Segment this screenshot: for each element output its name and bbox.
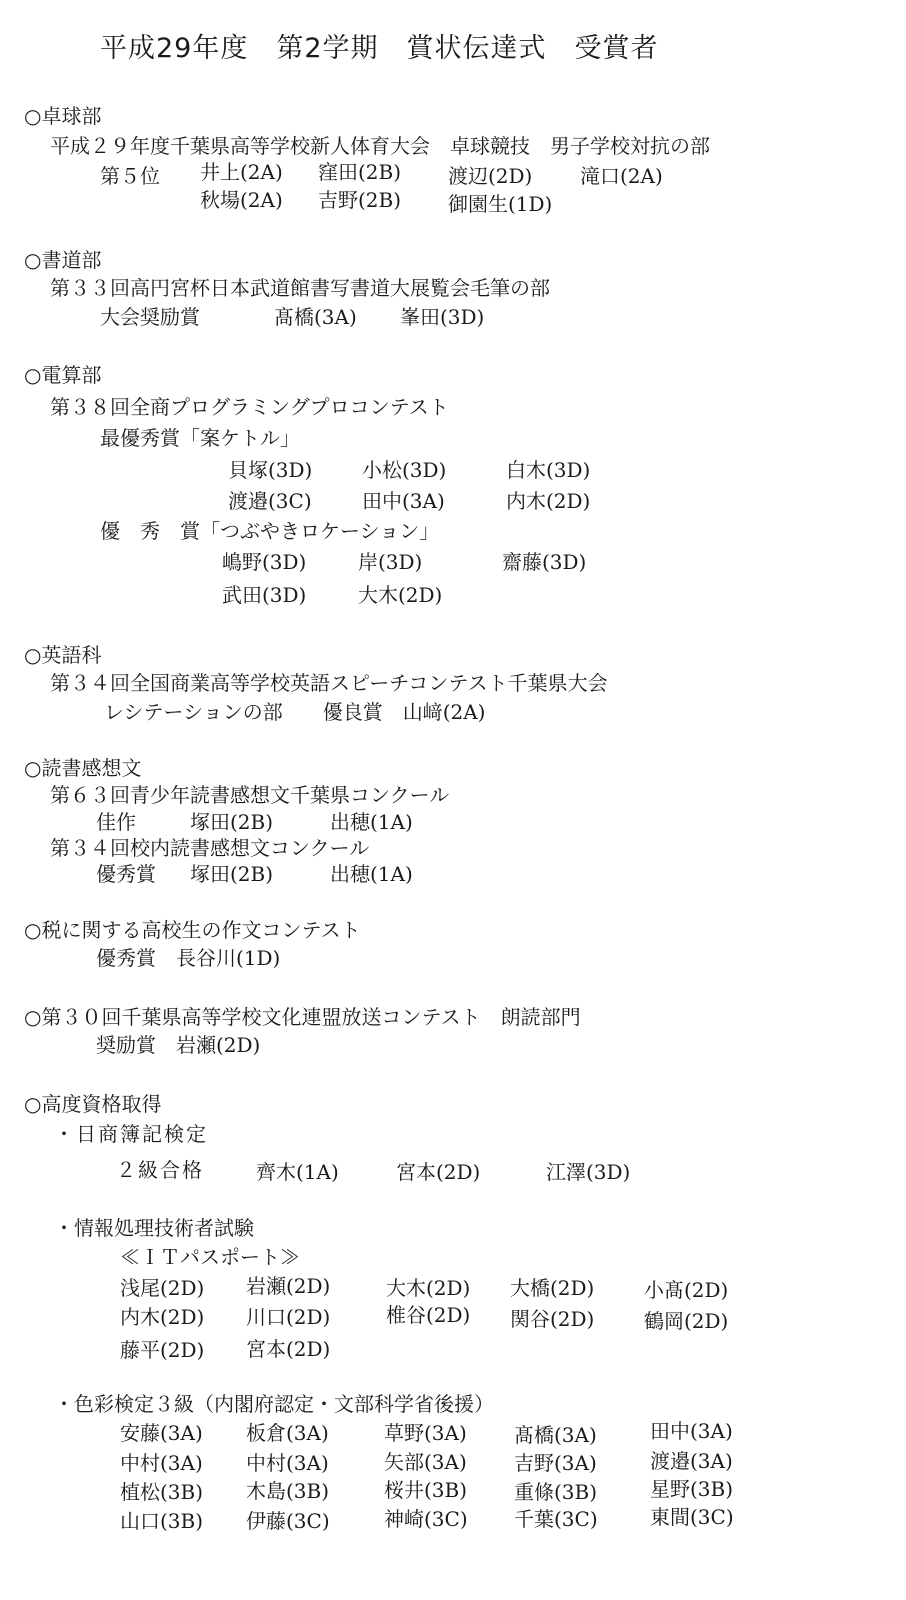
reading-award-2: 優秀賞 xyxy=(96,862,156,886)
award-name: 浅尾(2D) xyxy=(120,1276,205,1300)
award-name: 千葉(3C) xyxy=(514,1507,598,1531)
award-name: 草野(3A) xyxy=(384,1421,467,1445)
award-name: 渡邉(3A) xyxy=(650,1449,733,1473)
computing-award-top: 最優秀賞「案ケトル」 xyxy=(100,426,300,450)
computing-award-second: 優 秀 賞「つぶやきロケーション」 xyxy=(100,519,440,543)
award-name: 渡辺(2D) xyxy=(448,164,533,188)
reading-event-2: 第３４回校内読書感想文コンクール xyxy=(50,836,370,860)
award-name: 峯田(3D) xyxy=(400,305,485,329)
section-calligraphy: ○書道部 xyxy=(24,248,102,272)
award-name: 山口(3B) xyxy=(120,1509,204,1533)
award-name: 植松(3B) xyxy=(120,1480,204,1504)
award-name: 大木(2D) xyxy=(386,1276,471,1300)
award-name: 宮本(2D) xyxy=(396,1160,481,1184)
award-name: 髙橋(3A) xyxy=(274,305,357,329)
award-name: 椎谷(2D) xyxy=(386,1303,471,1327)
award-name: 小髙(2D) xyxy=(644,1278,729,1302)
award-name: 星野(3B) xyxy=(650,1477,734,1501)
award-name: 小松(3D) xyxy=(362,458,447,482)
color-exam-title: ・色彩検定３級（内閣府認定・文部科学省後援） xyxy=(54,1392,494,1416)
calligraphy-event: 第３３回高円宮杯日本武道館書写書道大展覧会毛筆の部 xyxy=(50,276,550,300)
computing-event: 第３８回全商プログラミングプロコンテスト xyxy=(50,395,449,419)
broadcast-award: 奨励賞 岩瀬(2D) xyxy=(96,1033,261,1057)
section-english: ○英語科 xyxy=(24,643,102,667)
award-name: 内木(2D) xyxy=(506,489,591,513)
calligraphy-award: 大会奨励賞 xyxy=(100,305,200,329)
award-name: 武田(3D) xyxy=(222,583,307,607)
award-name: 大橋(2D) xyxy=(510,1276,595,1300)
section-broadcast: ○第３０回千葉県高等学校文化連盟放送コンテスト 朗読部門 xyxy=(24,1005,581,1029)
english-award: レシテーションの部 優良賞 山﨑(2A) xyxy=(104,700,486,724)
award-name: 川口(2D) xyxy=(246,1305,331,1329)
bookkeeping-title: ・日商簿記検定 xyxy=(54,1122,208,1146)
it-exam-title: ・情報処理技術者試験 xyxy=(54,1216,254,1240)
section-tax-essay: ○税に関する高校生の作文コンテスト xyxy=(24,918,361,942)
award-name: 渡邉(3C) xyxy=(228,489,312,513)
award-name: 木島(3B) xyxy=(246,1479,330,1503)
award-name: 藤平(2D) xyxy=(120,1338,205,1362)
award-name: 田中(3A) xyxy=(362,489,445,513)
award-name: 鶴岡(2D) xyxy=(644,1309,729,1333)
award-name: 東間(3C) xyxy=(650,1505,734,1529)
award-name: 滝口(2A) xyxy=(580,164,663,188)
award-name: 岩瀬(2D) xyxy=(246,1274,331,1298)
award-name: 出穂(1A) xyxy=(330,862,413,886)
award-name: 江澤(3D) xyxy=(546,1160,631,1184)
award-name: 秋場(2A) xyxy=(200,188,283,212)
award-name: 窪田(2B) xyxy=(318,160,402,184)
award-name: 嶋野(3D) xyxy=(222,550,307,574)
table-tennis-award: 第５位 xyxy=(100,164,160,188)
award-name: 井上(2A) xyxy=(200,160,283,184)
section-qualifications: ○高度資格取得 xyxy=(24,1092,162,1116)
award-name: 内木(2D) xyxy=(120,1305,205,1329)
award-name: 齋藤(3D) xyxy=(502,550,587,574)
award-name: 齊木(1A) xyxy=(256,1160,339,1184)
award-name: 大木(2D) xyxy=(358,583,443,607)
award-name: 髙橋(3A) xyxy=(514,1423,597,1447)
award-name: 板倉(3A) xyxy=(246,1421,329,1445)
award-name: 伊藤(3C) xyxy=(246,1509,330,1533)
award-name: 桜井(3B) xyxy=(384,1478,468,1502)
award-name: 安藤(3A) xyxy=(120,1421,203,1445)
table-tennis-event: 平成２９年度千葉県高等学校新人体育大会 卓球競技 男子学校対抗の部 xyxy=(50,134,710,158)
award-name: 重條(3B) xyxy=(514,1480,598,1504)
award-name: 出穂(1A) xyxy=(330,810,413,834)
award-name: 塚田(2B) xyxy=(190,862,274,886)
award-name: 中村(3A) xyxy=(120,1451,203,1475)
award-name: 田中(3A) xyxy=(650,1419,733,1443)
award-name: 中村(3A) xyxy=(246,1451,329,1475)
award-name: 白木(3D) xyxy=(506,458,591,482)
reading-event-1: 第６３回青少年読書感想文千葉県コンクール xyxy=(50,783,450,807)
bookkeeping-award: ２級合格 xyxy=(116,1158,204,1182)
award-name: 吉野(2B) xyxy=(318,188,402,212)
award-name: 神崎(3C) xyxy=(384,1507,468,1531)
award-name: 矢部(3A) xyxy=(384,1450,467,1474)
english-event: 第３４回全国商業高等学校英語スピーチコンテスト千葉県大会 xyxy=(50,671,608,695)
award-name: 宮本(2D) xyxy=(246,1337,331,1361)
it-exam-subtitle: ≪ＩＴパスポート≫ xyxy=(120,1245,300,1269)
award-name: 御園生(1D) xyxy=(448,192,553,216)
section-computing: ○電算部 xyxy=(24,363,102,387)
award-name: 吉野(3A) xyxy=(514,1451,597,1475)
award-name: 貝塚(3D) xyxy=(228,458,313,482)
award-name: 岸(3D) xyxy=(358,550,423,574)
tax-essay-award: 優秀賞 長谷川(1D) xyxy=(96,946,281,970)
section-reading: ○読書感想文 xyxy=(24,756,142,780)
reading-award-1: 佳作 xyxy=(96,810,136,834)
page-title: 平成29年度 第2学期 賞状伝達式 受賞者 xyxy=(100,33,659,64)
award-name: 関谷(2D) xyxy=(510,1307,595,1331)
award-name: 塚田(2B) xyxy=(190,810,274,834)
section-table-tennis: ○卓球部 xyxy=(24,104,102,128)
